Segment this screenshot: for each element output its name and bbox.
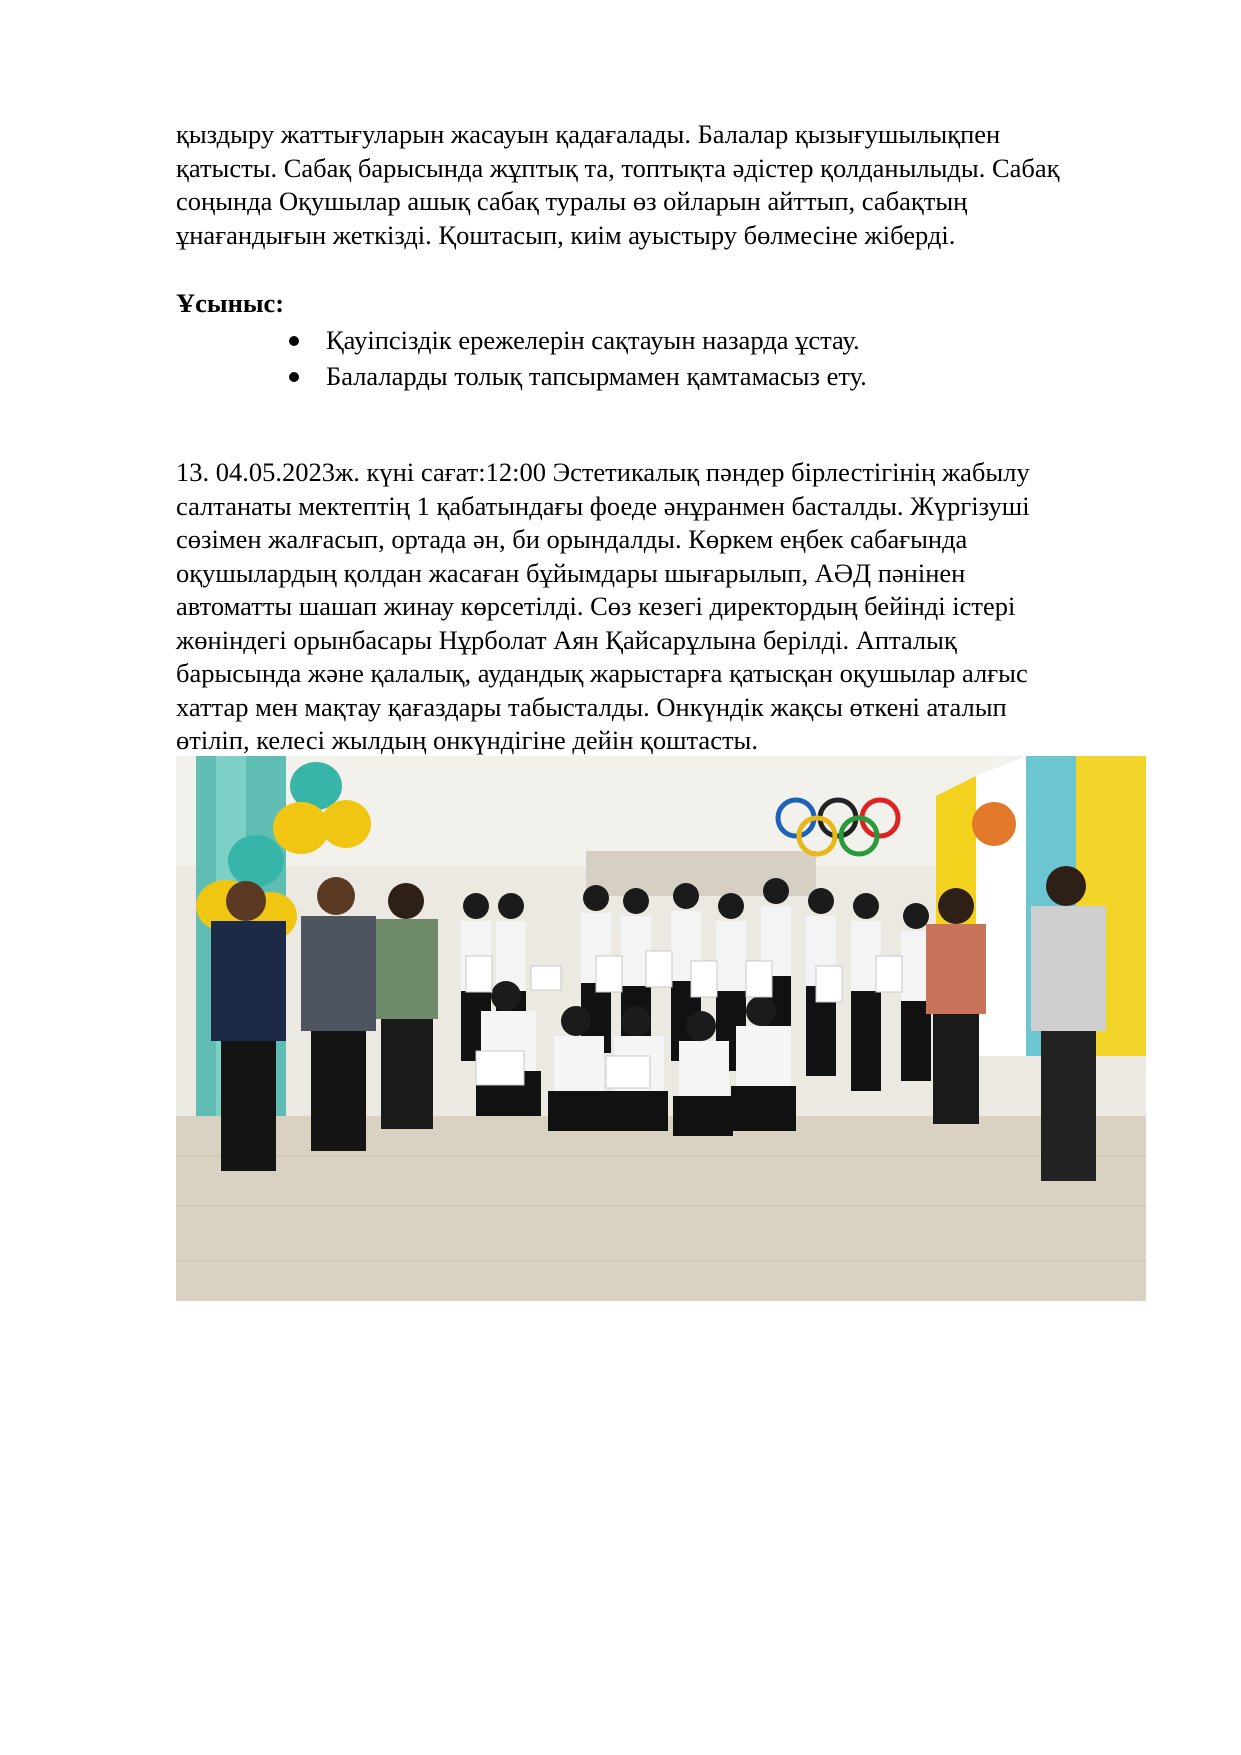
text-line: салтанаты мектептің 1 қабатындағы фоеде әнұранмен басталды. Жүргізуші xyxy=(176,490,1030,521)
group-photo xyxy=(176,756,1146,1301)
suggestion-list xyxy=(288,322,867,394)
paragraph-1 xyxy=(176,118,1161,252)
paragraph-2 xyxy=(176,456,1161,758)
list-item: Балаларды толық тапсырмамен қамтамасыз ету. xyxy=(288,358,867,394)
text-line: ұнағандығын жеткізді. Қоштасып, киім ауыстыру бөлмесіне жіберді. xyxy=(176,219,956,250)
text-line: 13. 04.05.2023ж. күні сағат:12:00 Эстетикалық пәндер бірлестігінің жабылу xyxy=(176,457,1030,487)
text-line: хаттар мен мақтау қағаздары табысталды. Онкүндік жақсы өткені аталып xyxy=(176,691,1007,722)
text-line: сөзімен жалғасып, ортада ән, би орындалды. Көркем еңбек сабағында xyxy=(176,524,968,554)
text-line: оқушылардың қолдан жасаған бұйымдары шығарылып, АӘД пәнінен xyxy=(176,557,966,588)
list-item: Қауіпсіздік ережелерін сақтауын назарда ұстау. xyxy=(288,322,867,358)
text-line: жөніндегі орынбасары Нұрболат Аян Қайсарұлына берілді. Апталық xyxy=(176,624,957,655)
text-line: барысында және қалалық, аудандық жарыстарға қатысқан оқушылар алғыс xyxy=(176,658,1028,688)
text-line: соңында Оқушылар ашық сабақ туралы өз ойларын айттып, сабақтың xyxy=(176,186,968,216)
suggestion-heading: Ұсыныс: xyxy=(176,288,285,318)
basketball-icon xyxy=(972,802,1016,846)
text-line: қыздыру жаттығуларын жасауын қадағалады. Балалар қызығушылықпен xyxy=(176,119,1001,149)
text-line: өтіліп, келесі жылдың онкүндігіне дейін қоштасты. xyxy=(176,725,758,755)
text-line: қатысты. Сабақ барысында жұптық та, топтықта әдістер қолданылыды. Сабақ xyxy=(176,152,1060,183)
text-line: автоматты шашап жинау көрсетілді. Сөз кезегі директордың бейінді істері xyxy=(176,591,1016,621)
